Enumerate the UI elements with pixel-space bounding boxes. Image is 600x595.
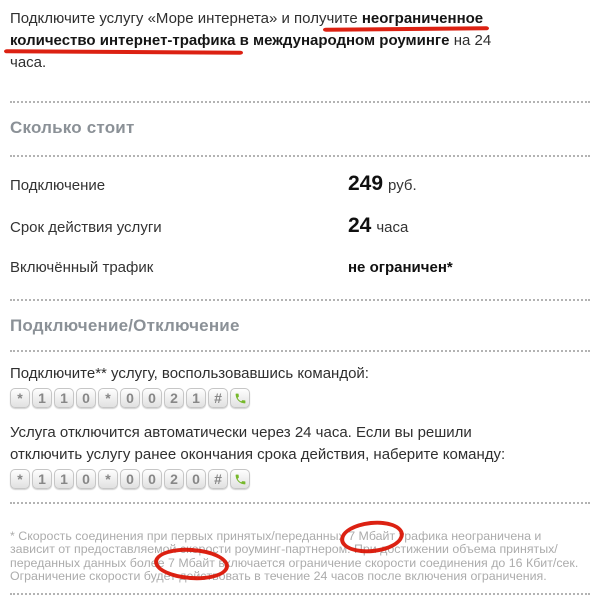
ussd-key: 2 bbox=[164, 469, 184, 489]
footnote-text: * Скорость соединения при первых принятых/переданных bbox=[10, 529, 349, 543]
row-label: Включённый трафик bbox=[10, 259, 154, 276]
ussd-key: 0 bbox=[142, 469, 162, 489]
dotted-divider bbox=[10, 593, 590, 595]
footnote-text: включается ограничение скорости соединения до 16 Кбит/сек. bbox=[214, 555, 579, 570]
ussd-key: * bbox=[10, 388, 30, 408]
ussd-key: * bbox=[10, 469, 30, 489]
pricing-row-duration bbox=[10, 215, 590, 239]
connect-instruction: Подключите** услугу, воспользовавшись командой: bbox=[10, 365, 369, 382]
footnote-text: трафика неограничена и bbox=[395, 529, 542, 543]
dotted-divider bbox=[10, 155, 590, 157]
footnote-line-3 bbox=[10, 557, 590, 570]
traffic-value: не ограничен* bbox=[348, 259, 453, 276]
red-circle-annotation: 7 Мбайт bbox=[167, 555, 215, 570]
ussd-key: 1 bbox=[186, 388, 206, 408]
footnote-line-4: Ограничение скорости будет действовать в течение 24 часов после включения ограничения. bbox=[10, 569, 547, 584]
ussd-key: 0 bbox=[120, 469, 140, 489]
footnote-text: переданных данных более bbox=[10, 555, 168, 570]
ussd-key: * bbox=[98, 388, 118, 408]
row-label: Срок действия услуги bbox=[10, 219, 162, 236]
section-heading-connection: Подключение/Отключение bbox=[10, 316, 240, 335]
ussd-key: 0 bbox=[76, 388, 96, 408]
intro-line-2 bbox=[10, 30, 590, 52]
dotted-divider bbox=[10, 502, 590, 504]
ussd-key: 1 bbox=[32, 388, 52, 408]
footnote-line-1 bbox=[10, 530, 590, 543]
intro-text-bold: количество интернет-трафика bbox=[10, 32, 236, 49]
disconnect-instruction-line-2: отключить услугу ранее окончания срока действия, наберите команду: bbox=[10, 446, 506, 463]
intro-text-bold: в международном роуминге bbox=[235, 32, 450, 49]
price-value: 249 bbox=[348, 172, 384, 195]
red-underline-annotation bbox=[326, 10, 483, 27]
duration-value: 24 bbox=[348, 214, 372, 237]
dotted-divider bbox=[10, 101, 590, 103]
intro-line-1 bbox=[10, 8, 590, 30]
red-underline-annotation bbox=[10, 32, 235, 49]
row-value bbox=[348, 257, 453, 279]
intro-text: Подключите услугу «Море интернета» и полу bbox=[10, 10, 327, 27]
dotted-divider bbox=[10, 299, 590, 301]
row-value bbox=[348, 173, 417, 197]
footnote-line-2: зависит от предоставляемой скорости роуминг-партнером. При достижении объема принятых/ bbox=[10, 542, 558, 557]
intro-text-bold: неограниченное bbox=[361, 10, 484, 27]
ussd-key: 0 bbox=[120, 388, 140, 408]
phone-dial-icon[interactable] bbox=[230, 388, 250, 408]
ussd-key: # bbox=[208, 388, 228, 408]
section-heading-pricing: Сколько стоит bbox=[10, 118, 135, 137]
dotted-divider bbox=[10, 350, 590, 352]
pricing-table bbox=[10, 173, 590, 281]
ussd-code-connect bbox=[10, 387, 590, 409]
ussd-code-disconnect bbox=[10, 468, 590, 490]
ussd-key: 2 bbox=[164, 388, 184, 408]
disconnect-instruction-line-1: Услуга отключится автоматически через 24 часа. Если вы решили bbox=[10, 424, 472, 441]
ussd-key: 1 bbox=[54, 388, 74, 408]
row-label: Подключение bbox=[10, 177, 106, 194]
duration-unit: часа bbox=[376, 219, 409, 236]
price-unit: руб. bbox=[388, 177, 417, 194]
ussd-key: 0 bbox=[142, 388, 162, 408]
intro-text: чите bbox=[326, 10, 362, 27]
disconnect-instruction bbox=[10, 422, 590, 466]
footnote bbox=[10, 530, 590, 584]
intro-text: на 24 bbox=[449, 32, 492, 49]
ussd-key: 0 bbox=[186, 469, 206, 489]
ussd-key: 0 bbox=[76, 469, 96, 489]
ussd-key: 1 bbox=[32, 469, 52, 489]
pricing-row-connection bbox=[10, 173, 590, 197]
intro-paragraph bbox=[10, 8, 590, 74]
row-value bbox=[348, 215, 408, 239]
intro-line-3 bbox=[10, 52, 590, 74]
intro-text: часа. bbox=[10, 54, 47, 71]
ussd-key: 1 bbox=[54, 469, 74, 489]
phone-dial-icon[interactable] bbox=[230, 469, 250, 489]
red-circle-annotation: 7 Мбайт bbox=[348, 529, 396, 543]
ussd-key: * bbox=[98, 469, 118, 489]
ussd-key: # bbox=[208, 469, 228, 489]
pricing-row-traffic bbox=[10, 257, 590, 281]
